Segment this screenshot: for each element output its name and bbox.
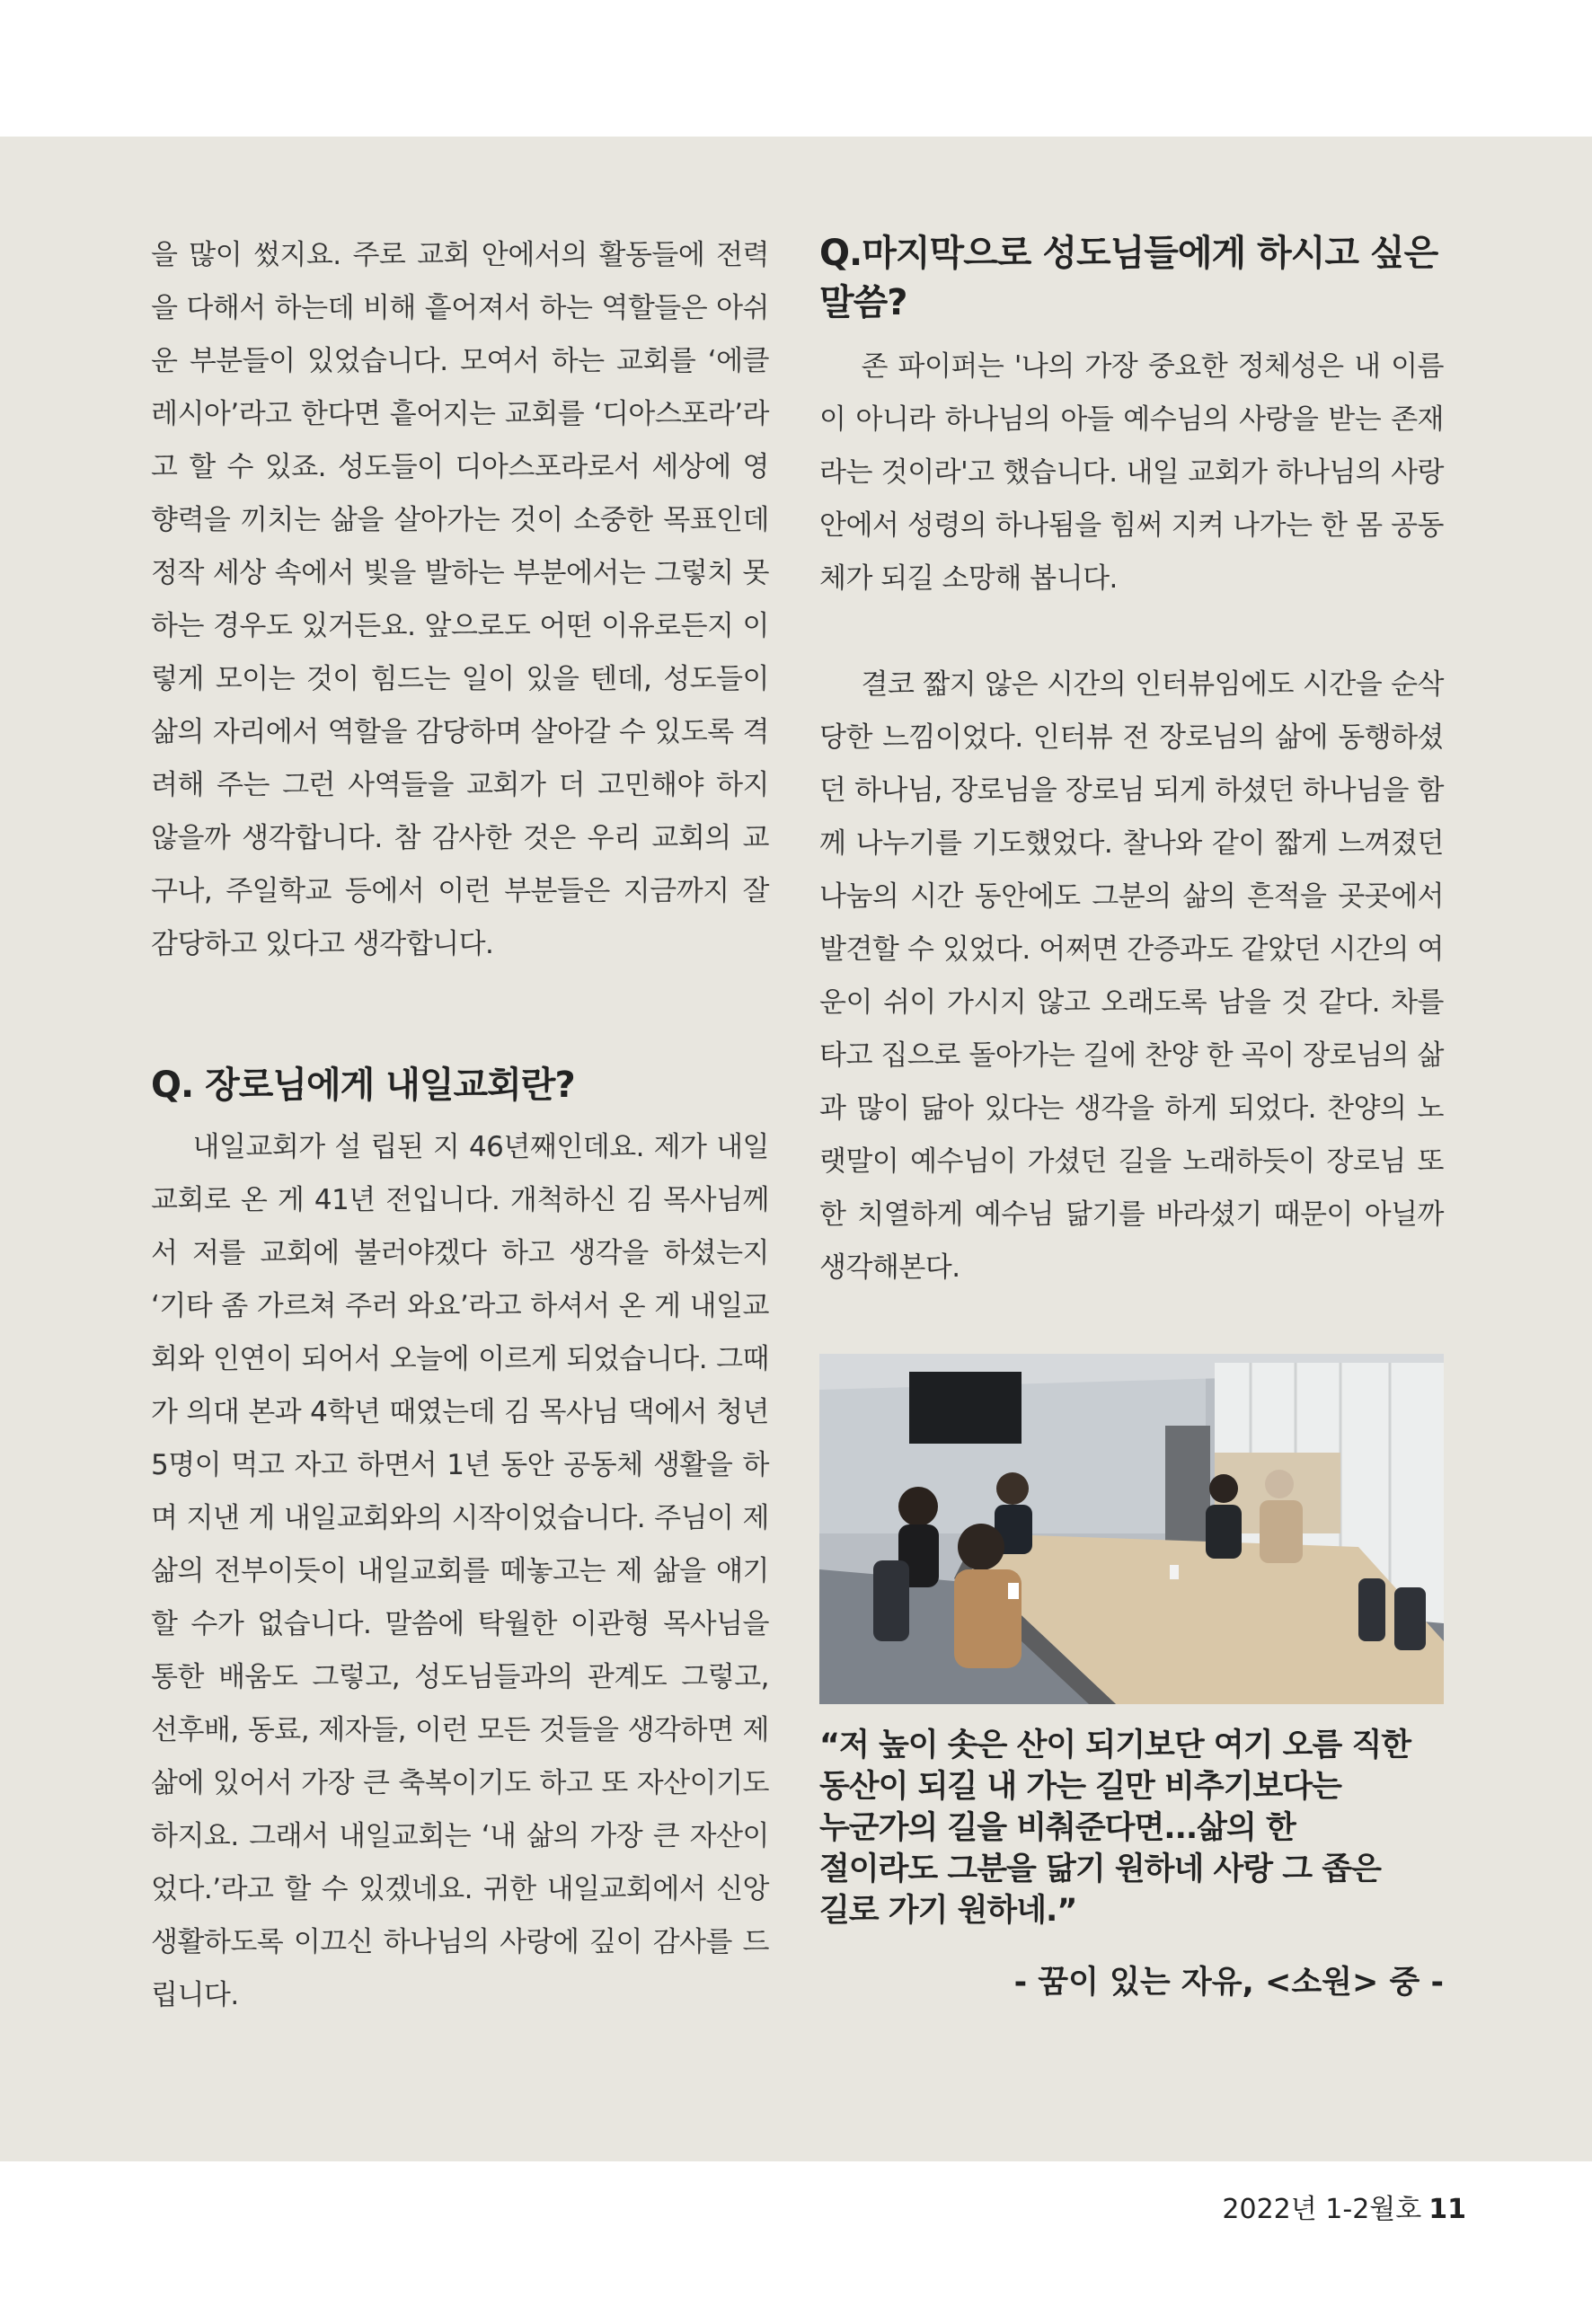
page-number: 11 [1428,2194,1466,2225]
quote-source: - 꿈이 있는 자유, <소원> 중 - [1013,1965,1444,2001]
quote-line: 동산이 되길 내 가는 길만 비추기보다는 [819,1769,1341,1805]
left-column [151,229,769,2022]
body-paragraph: 을 많이 썼지요. 주로 교회 안에서의 활동들에 전력을 다해서 하는데 비해 흩어져서 하는 역할들은 아쉬운 부분들이 있었습니다. 모여서 하는 교회를 ‘에클레시아’라고 한다면 흩어지는 교회를 ‘디아스포라’라고 할 수 있죠. 성도들이 디아스포라로서 세상에 영향력을 끼치는 삶을 살아가는 것이 소중한 목표인데 정작 세상 속에서 빛을 발하는 부분에서는 그렇치 못하는 경우도 있거든요. 앞으로도 어떤 이유로든지 이렇게 모이는 것이 힘드는 일이 있을 텐데, 성도들이 삶의 자리에서 역할을 감당하며 살아갈 수 있도록 격려해 주는 그런 사역들을 교회가 더 고민해야 하지 않을까 생각합니다. 참 감사한 것은 우리 교회의 교구나, 주일학교 등에서 이런 부분들은 지금까지 잘 감당하고 있다고 생각합니다. [151,239,769,960]
section-heading: Q. 장로님에게 내일교회란? [151,1065,575,1106]
quote-line: 길로 가기 원하네.” [819,1893,1077,1929]
page-footer [1222,2192,1466,2228]
issue-label: 2022년 1-2월호 [1222,2194,1422,2225]
interview-photo [819,1354,1444,1704]
quote-line: “저 높이 솟은 산이 되기보단 여기 오름 직한 [819,1728,1411,1763]
song-quote [819,1725,1448,1931]
section-heading: Q.마지막으로 성도님들에게 하시고 싶은 말씀? [819,233,1438,323]
right-column [819,229,1444,1295]
afterword-paragraph: 결코 짧지 않은 시간의 인터뷰임에도 시간을 순삭당한 느낌이었다. 인터뷰 전 장로님의 삶에 동행하셨던 하나님, 장로님을 장로님 되게 하셨던 하나님을 함께 나누기를 기도했었다. 찰나와 같이 짧게 느껴졌던 나눔의 시간 동안에도 그분의 삶의 흔적을 곳곳에서 발견할 수 있었다. 어쩌면 간증과도 같았던 시간의 여운이 쉬이 가시지 않고 오래도록 남을 것 같다. 차를 타고 집으로 돌아가는 길에 찬양 한 곡이 장로님의 삶과 많이 닮아 있다는 생각을 하게 되었다. 찬양의 노랫말이 예수님이 가셨던 길을 노래하듯이 장로님 또한 치열하게 예수님 닮기를 바라셨기 때문이 아닐까 생각해본다. [819,668,1444,1284]
quote-line: 누군가의 길을 비춰준다면...삶의 한 [819,1810,1296,1846]
body-paragraph: 내일교회가 설 립된 지 46년째인데요. 제가 내일교회로 온 게 41년 전입니다. 개척하신 김 목사님께서 저를 교회에 불러야겠다 하고 생각을 하셨는지 ‘기타 좀 가르쳐 주러 와요’라고 하셔서 온 게 내일교회와 인연이 되어서 오늘에 이르게 되었습니다. 그때가 의대 본과 4학년 때였는데 김 목사님 댁에서 청년 5명이 먹고 자고 하면서 1년 동안 공동체 생활을 하며 지낸 게 내일교회와의 시작이었습니다. 주님이 제 삶의 전부이듯이 내일교회를 떼놓고는 제 삶을 얘기할 수가 없습니다. 말씀에 탁월한 이관형 목사님을 통한 배움도 그렇고, 성도님들과의 관계도 그렇고, 선후배, 동료, 제자들, 이런 모든 것들을 생각하면 제 삶에 있어서 가장 큰 축복이기도 하고 또 자산이기도 하지요. 그래서 내일교회는 ‘내 삶의 가장 큰 자산이었다.’라고 할 수 있겠네요. 귀한 내일교회에서 신앙 생활하도록 이끄신 하나님의 사랑에 깊이 감사를 드립니다. [151,1131,769,2011]
body-paragraph: 존 파이퍼는 '나의 가장 중요한 정체성은 내 이름이 아니라 하나님의 아들 예수님의 사랑을 받는 존재라는 것이라'고 했습니다. 내일 교회가 하나님의 사랑 안에서 성령의 하나됨을 힘써 지켜 나가는 한 몸 공동체가 되길 소망해 봅니다. [819,350,1444,595]
quote-line: 절이라도 그분을 닮기 원하네 사랑 그 좁은 [819,1851,1381,1887]
